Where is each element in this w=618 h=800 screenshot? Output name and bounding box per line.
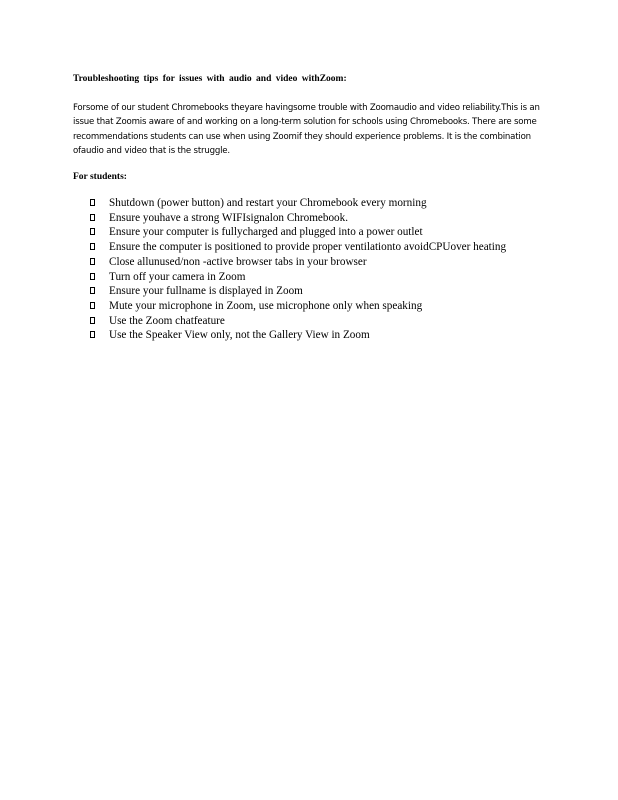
tip-text: Use the Zoom chatfeature: [109, 314, 225, 327]
intro-paragraph: Forsome of our student Chromebooks theyare havingsome trouble with Zoomaudio and video reliability.This is an issue that Zoomis aware of and working on a long-term solution for schools using Chromebooks. There are some recommendations students can use when using Zoomif they should experience problems. It is the combination ofaudio and video that is the struggle.: [73, 103, 540, 157]
bullet-icon: [90, 199, 95, 206]
bullet-icon: [90, 243, 95, 250]
list-item: [0, 299, 529, 314]
tip-text: Mute your microphone in Zoom, use microphone only when speaking: [109, 299, 423, 312]
list-item: [0, 225, 529, 240]
tip-text: Use the Speaker View only, not the Gallery View in Zoom: [109, 329, 370, 342]
list-item: [0, 314, 529, 329]
list-item: [0, 328, 529, 343]
tip-text: Turn off your camera in Zoom: [109, 270, 246, 283]
list-item: [0, 255, 529, 270]
bullet-icon: [90, 228, 95, 235]
bullet-icon: [90, 287, 95, 294]
list-item: [0, 211, 529, 226]
bullet-icon: [90, 302, 95, 309]
list-item: [0, 284, 529, 299]
document-heading: Troubleshooting tips for issues with audio and video withZoom:: [73, 74, 347, 84]
bullet-icon: [90, 214, 95, 221]
list-item: [0, 240, 529, 255]
bullet-icon: [90, 331, 95, 338]
tip-text: Ensure your computer is fullycharged and plugged into a power outlet: [109, 226, 423, 239]
bullet-icon: [90, 273, 95, 280]
students-subheading: For students:: [73, 172, 127, 182]
list-item: [0, 270, 529, 285]
list-item: [0, 196, 529, 211]
tip-text: Ensure youhave a strong WIFIsignalon Chromebook.: [109, 211, 349, 224]
tip-text: Close allunused/non -active browser tabs in your browser: [109, 255, 367, 268]
tip-text: Ensure the computer is positioned to provide proper ventilationto avoidCPUover heating: [109, 241, 507, 254]
tips-list: [0, 196, 618, 343]
bullet-icon: [90, 258, 95, 265]
tip-text: Ensure your fullname is displayed in Zoom: [109, 285, 303, 298]
tip-text: Shutdown (power button) and restart your Chromebook every morning: [109, 197, 427, 209]
bullet-icon: [90, 317, 95, 324]
